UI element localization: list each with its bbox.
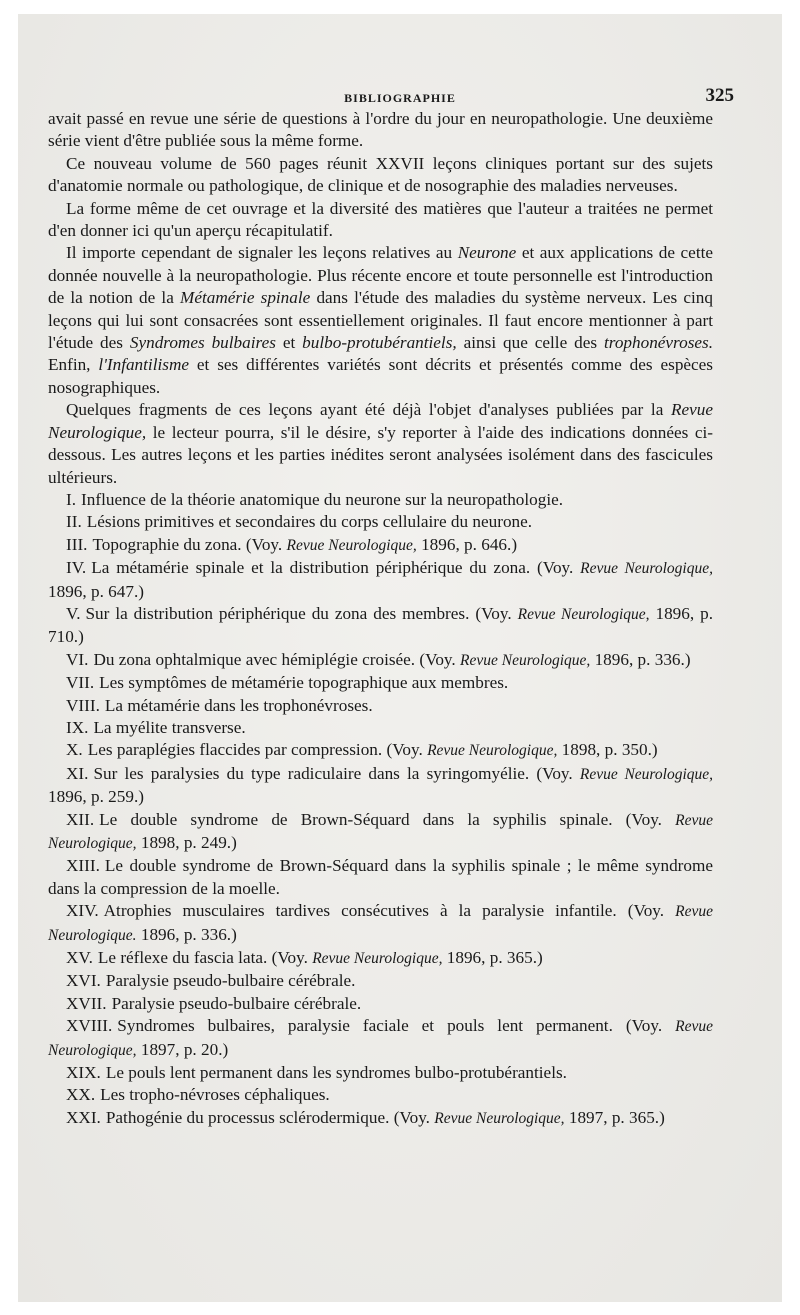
- paragraph: [48, 242, 713, 399]
- text-run: et: [275, 333, 303, 353]
- lesson-item: [48, 672, 713, 694]
- lesson-list: [48, 489, 713, 1130]
- lesson-title: Paralysie pseudo-bulbaire cérébrale.: [105, 971, 356, 991]
- lesson-item: [48, 993, 713, 1015]
- lesson-item: [48, 947, 713, 970]
- italic-term: bulbo-protubérantiels,: [302, 333, 457, 353]
- italic-term: trophonévroses.: [604, 333, 713, 353]
- article-body: [48, 108, 713, 1130]
- lesson-item: [48, 1062, 713, 1084]
- reference-journal: Revue Neurologique,: [434, 1109, 565, 1127]
- reference-suffix: 1896, p. 336.): [590, 649, 691, 669]
- italic-term: Syndromes bulbaires: [129, 333, 276, 353]
- running-title: BIBLIOGRAPHIE: [344, 91, 456, 105]
- lesson-item: [48, 717, 713, 739]
- text-run: le lecteur pourra, s'il le désire, s'y reporter à l'aide des indications données ci-dessous. Les autres leçons et les parties inédites seront analysées isolément dans des fascicules ultérieurs.: [48, 422, 713, 487]
- reference-journal: Revue Neurologique,: [48, 811, 713, 852]
- reference-journal: Revue Neurologique.: [48, 903, 713, 944]
- lesson-number: XVI.: [66, 971, 101, 991]
- lesson-number: IX.: [66, 717, 89, 737]
- lesson-title: Sur les paralysies du type radiculaire dans la syringomyélie.: [93, 763, 530, 783]
- lesson-title: Les tropho-névroses céphaliques.: [100, 1085, 330, 1105]
- lesson-number: XIX.: [66, 1063, 101, 1083]
- lesson-title: La métamérie spinale et la distribution périphérique du zona.: [91, 558, 531, 578]
- reference-prefix: (Voy.: [529, 763, 580, 783]
- reference-suffix: 1897, p. 365.): [564, 1107, 665, 1127]
- lesson-number: IV.: [66, 558, 87, 578]
- lesson-item: [48, 511, 713, 533]
- reference-suffix: 1897, p. 20.): [136, 1039, 229, 1059]
- italic-term: Métamérie spinale: [180, 288, 311, 308]
- italic-term: l'Infantilisme: [98, 355, 189, 375]
- lesson-number: XIV.: [66, 901, 99, 921]
- lesson-item: [48, 739, 713, 762]
- lesson-title: La métamérie dans les trophonévroses.: [104, 695, 373, 715]
- reference-prefix: (Voy.: [612, 1016, 676, 1036]
- lesson-number: II.: [66, 512, 82, 532]
- lesson-item: [48, 855, 713, 900]
- lesson-item: [48, 603, 713, 649]
- text-run: Il importe cependant de signaler les leçons relatives au: [66, 243, 458, 263]
- lesson-number: XX.: [66, 1085, 96, 1105]
- lesson-title: Influence de la théorie anatomique du neurone sur la neuropathologie.: [81, 489, 564, 509]
- lesson-title: Le double syndrome de Brown-Séquard dans la syphilis spinale.: [99, 809, 613, 829]
- lesson-item: [48, 649, 713, 672]
- lesson-item: [48, 557, 713, 603]
- lesson-item: [48, 534, 713, 557]
- journal-title: Revue Neurologique,: [48, 400, 713, 442]
- lesson-number: XVII.: [66, 993, 107, 1013]
- lesson-title: Paralysie pseudo-bulbaire cérébrale.: [111, 993, 362, 1013]
- lesson-title: Le double syndrome de Brown-Séquard dans la syphilis spinale ; le même syndrome dans la compression de la moelle.: [48, 856, 713, 898]
- lesson-number: XV.: [66, 948, 93, 968]
- text-run: ainsi que celle des: [456, 333, 604, 353]
- reference-suffix: 1896, p. 710.): [48, 603, 714, 647]
- lesson-item: [48, 900, 713, 947]
- lesson-title: Lésions primitives et secondaires du corps cellulaire du neurone.: [86, 512, 533, 532]
- reference-prefix: (Voy.: [389, 1107, 435, 1127]
- reference-suffix: 1896, p. 646.): [416, 534, 518, 554]
- lesson-title: Syndromes bulbaires, paralysie faciale et pouls lent permanent.: [117, 1016, 613, 1036]
- lesson-number: V.: [66, 603, 81, 623]
- reference-journal: Revue Neurologique,: [286, 536, 417, 554]
- lesson-number: X.: [66, 740, 83, 760]
- lesson-number: I.: [66, 489, 77, 509]
- lesson-item: [48, 1107, 713, 1130]
- lesson-title: Atrophies musculaires tardives consécutives à la paralysie infantile.: [103, 901, 617, 921]
- reference-prefix: (Voy.: [530, 558, 581, 578]
- lesson-item: [48, 489, 713, 511]
- lesson-item: [48, 1015, 713, 1062]
- lesson-title: Les paraplégies flaccides par compression.: [87, 740, 383, 760]
- lesson-number: XIII.: [66, 856, 100, 876]
- text-run: Enfin,: [48, 355, 99, 375]
- lesson-item: [48, 809, 713, 856]
- paragraph: avait passé en revue une série de questions à l'ordre du jour en neuropathologie. Une deuxième série vient d'être publiée sous la même forme.: [48, 109, 713, 151]
- page-header: [18, 78, 782, 108]
- reference-journal: Revue Neurologique,: [312, 950, 443, 968]
- text-run: et ses différentes variétés sont décrits et présentés comme des espèces nosographiques.: [48, 355, 713, 397]
- lesson-number: XII.: [66, 809, 95, 829]
- paragraph: Ce nouveau volume de 560 pages réunit XXVII leçons cliniques portant sur des sujets d'anatomie normale ou pathologique, de clinique et de nosographie des maladies nerveuses.: [48, 153, 713, 196]
- lesson-item: [48, 1084, 713, 1106]
- text-run: Quelques fragments de ces leçons ayant été déjà l'objet d'analyses publiées par la: [66, 400, 672, 420]
- italic-term: Neurone: [457, 243, 517, 263]
- lesson-item: [48, 695, 713, 717]
- reference-prefix: (Voy.: [612, 809, 676, 829]
- reference-journal: Revue Neurologique,: [517, 605, 650, 623]
- lesson-number: VII.: [66, 673, 95, 693]
- lesson-number: XI.: [66, 763, 89, 783]
- reference-prefix: (Voy.: [241, 534, 287, 554]
- lesson-title: Le pouls lent permanent dans les syndromes bulbo-protubérantiels.: [105, 1063, 567, 1083]
- lesson-title: Les symptômes de métamérie topographique aux membres.: [99, 673, 509, 693]
- page-number: 325: [705, 85, 734, 106]
- lesson-title: La myélite transverse.: [93, 717, 246, 737]
- reference-prefix: (Voy.: [415, 649, 460, 669]
- lesson-number: VI.: [66, 649, 89, 669]
- reference-suffix: 1896, p. 365.): [442, 948, 543, 968]
- reference-journal: Revue Neurologique,: [427, 742, 558, 760]
- reference-journal: Revue Neurologique,: [579, 765, 713, 783]
- text-run: dans l'étude des maladies du système nerveux. Les cinq leçons qui lui sont consacrées sont essentiellement originales. Il faut encore mentionner à part l'étude des: [48, 288, 713, 353]
- lesson-number: XXI.: [66, 1107, 101, 1127]
- reference-suffix: 1898, p. 350.): [557, 740, 658, 760]
- lesson-item: [48, 763, 713, 809]
- reference-prefix: (Voy.: [469, 603, 518, 623]
- lesson-number: VIII.: [66, 695, 100, 715]
- text-run: et aux applications de cette donnée nouvelle à la neuropathologie. Plus récente encore et toute personnelle est l'introduction de la notion de la: [48, 243, 713, 308]
- lesson-title: Pathogénie du processus sclérodermique.: [105, 1107, 390, 1127]
- reference-suffix: 1896, p. 259.): [48, 787, 144, 807]
- reference-suffix: 1896, p. 647.): [48, 581, 144, 601]
- lesson-number: III.: [66, 534, 88, 554]
- lesson-title: Topographie du zona.: [92, 534, 242, 554]
- reference-prefix: (Voy.: [382, 740, 428, 760]
- reference-suffix: 1896, p. 336.): [136, 924, 237, 944]
- reference-prefix: (Voy.: [267, 948, 313, 968]
- lesson-item: [48, 970, 713, 992]
- paragraph: [48, 399, 713, 489]
- lesson-number: XVIII.: [66, 1016, 113, 1036]
- paragraph: La forme même de cet ouvrage et la diversité des matières que l'auteur a traitées ne permet d'en donner ici qu'un aperçu récapitulatif.: [48, 198, 713, 241]
- reference-suffix: 1898, p. 249.): [136, 833, 237, 852]
- reference-journal: Revue Neurologique,: [48, 1018, 713, 1059]
- lesson-title: Sur la distribution périphérique du zona des membres.: [85, 603, 470, 623]
- lesson-title: Du zona ophtalmique avec hémiplégie croisée.: [93, 649, 416, 669]
- reference-journal: Revue Neurologique,: [580, 560, 713, 578]
- reference-prefix: (Voy.: [616, 901, 676, 921]
- lesson-title: Le réflexe du fascia lata.: [97, 948, 268, 968]
- reference-journal: Revue Neurologique,: [460, 651, 591, 669]
